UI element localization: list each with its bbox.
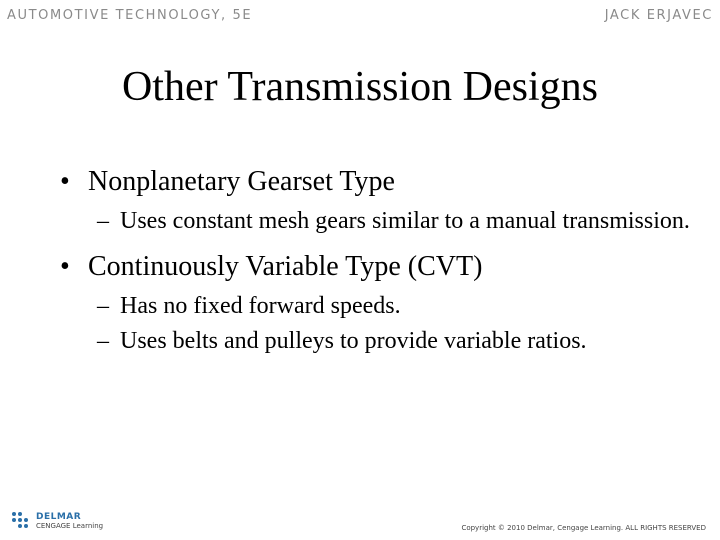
sub-bullet-text: Uses belts and pulleys to provide variable ratios. [120, 328, 587, 354]
sub-bullet-item [60, 292, 700, 321]
bullet-glyph: • [60, 166, 70, 197]
sub-bullet-item [60, 207, 700, 236]
author-header: JACK ERJAVEC [604, 8, 713, 23]
logo-line-2: CENGAGE Learning [36, 522, 104, 530]
dash-glyph: – [97, 208, 109, 234]
dash-glyph: – [97, 293, 109, 319]
bullet-item [60, 165, 700, 199]
bullet-glyph: • [60, 251, 70, 282]
sub-bullet-text: Uses constant mesh gears similar to a manual transmission. [120, 208, 690, 234]
logo-line-1: DELMAR [36, 512, 82, 522]
copyright-notice: Copyright © 2010 Delmar, Cengage Learning. ALL RIGHTS RESERVED [461, 524, 706, 532]
dash-glyph: – [97, 328, 109, 354]
bullet-text: Continuously Variable Type (CVT) [88, 251, 483, 282]
bullet-item [60, 250, 700, 284]
publisher-logo [12, 512, 103, 532]
book-title-header: AUTOMOTIVE TECHNOLOGY, 5E [7, 8, 253, 23]
sub-bullet-text: Has no fixed forward speeds. [120, 293, 401, 319]
sub-bullet-item [60, 327, 700, 356]
bullet-text: Nonplanetary Gearset Type [88, 166, 395, 197]
delmar-logo-icon [12, 512, 32, 532]
slide-title: Other Transmission Designs [121, 64, 599, 110]
bullet-list [60, 165, 700, 356]
